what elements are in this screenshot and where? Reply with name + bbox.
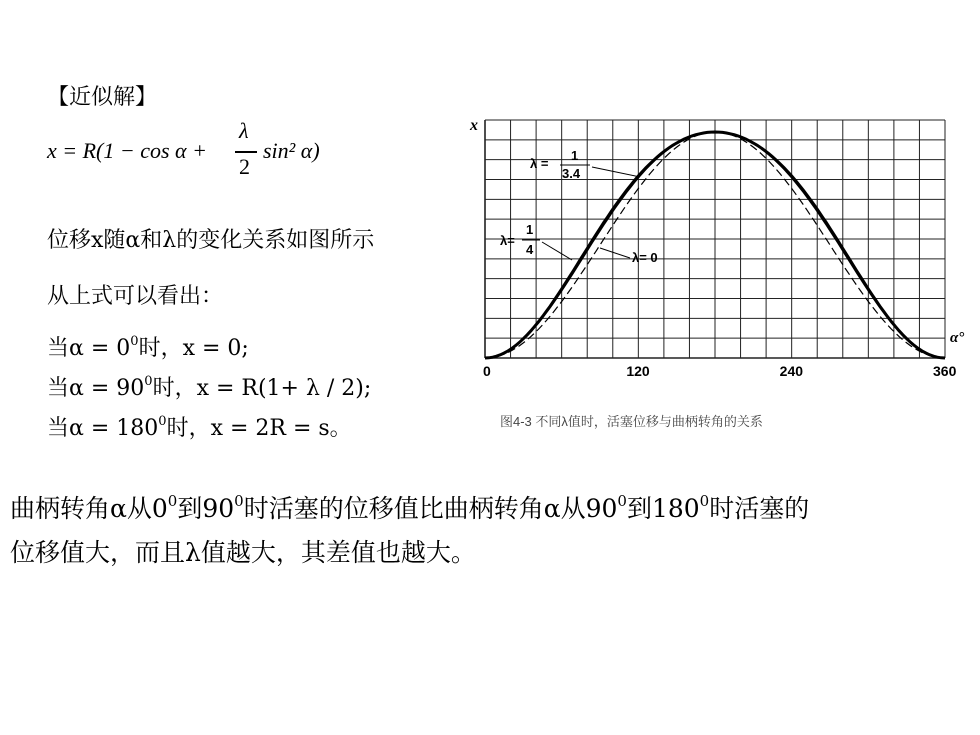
conclusion-line-1: 曲柄转角α从$0^0$到$90^0$时活塞的位移值比曲柄转角α从$90^0$到$180^0$时活塞的	[10, 492, 810, 523]
x-axis-label: α°	[950, 330, 965, 346]
formula-numerator: λ	[239, 118, 249, 143]
x-tick-label: 360	[933, 363, 957, 379]
chart-caption: 图4-3 不同λ值时，活塞位移与曲柄转角的关系	[500, 414, 763, 429]
chart-grid	[485, 120, 945, 358]
x-tick-label: 0	[483, 363, 491, 379]
observe-text: 从上式可以看出：	[47, 284, 224, 309]
relation-text: 位移x随α和λ的变化关系如图所示	[47, 228, 375, 253]
formula-lhs: x = R(1 − cos α +	[47, 138, 207, 163]
svg-text:3.4: 3.4	[562, 166, 581, 181]
formula-denominator: 2	[239, 154, 250, 179]
y-axis-label: x	[470, 117, 478, 134]
x-tick-label: 240	[779, 363, 804, 379]
formula-tail: sin² α)	[263, 138, 320, 163]
section-heading: 【近似解】	[47, 85, 158, 110]
svg-text:λ= 0: λ= 0	[632, 250, 658, 265]
svg-text:λ =: λ =	[530, 156, 549, 171]
lambda-label-3	[600, 248, 658, 265]
approximate-formula	[47, 118, 407, 184]
conclusion-line-2: 位移值大，而且λ值越大，其差值也越大。	[10, 538, 476, 567]
svg-text:λ=: λ=	[500, 233, 515, 248]
case-line-2: 当$\alpha = 90^0$时，x = R(1+ λ / 2);	[47, 374, 372, 401]
svg-text:1: 1	[571, 148, 579, 163]
x-tick-label: 120	[626, 363, 650, 379]
svg-text:4: 4	[526, 242, 534, 257]
svg-text:1: 1	[526, 222, 534, 237]
displacement-chart	[440, 110, 970, 440]
lambda-label-1	[530, 148, 640, 181]
case-line-1: 当$\alpha = 0^0$时，x = 0;	[47, 334, 249, 361]
fraction-bar	[235, 151, 257, 153]
case-line-3: 当$\alpha = 180^0$时，x = 2R = s。	[47, 414, 352, 441]
